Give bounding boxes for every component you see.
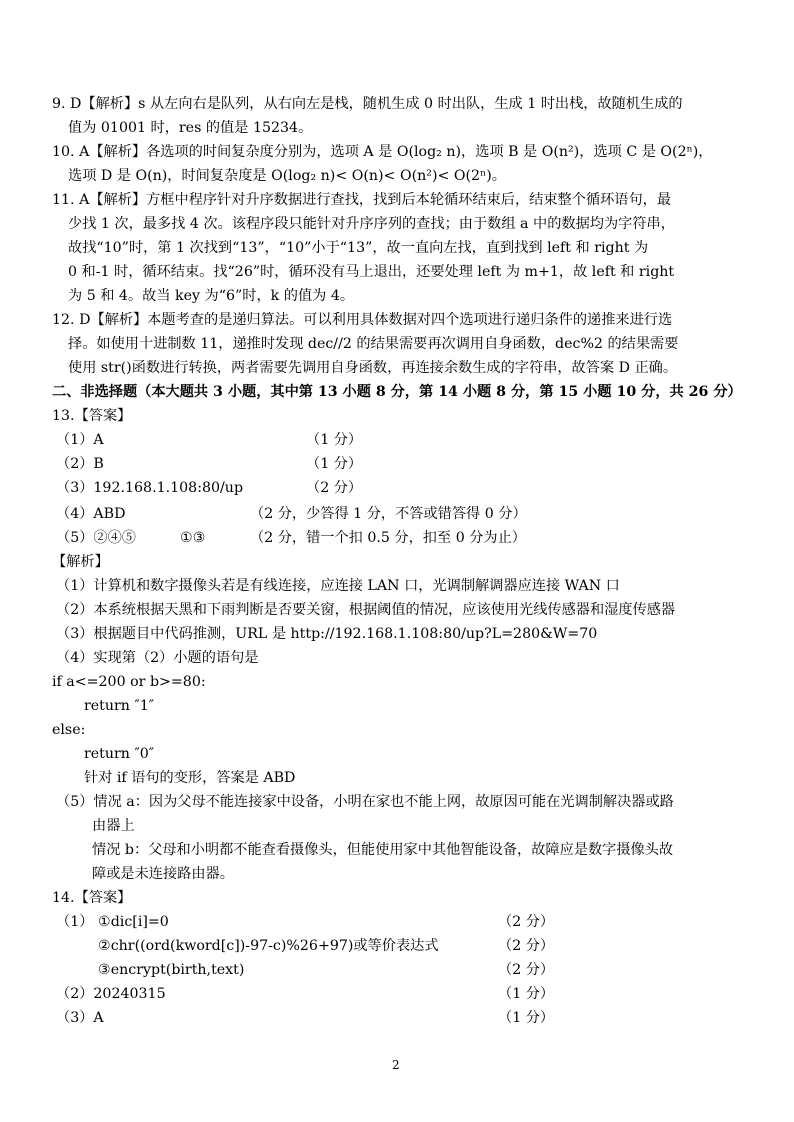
- text-line: （4）ABD: [56, 506, 126, 522]
- text-line: 少找 1 次，最多找 4 次。该程序段只能针对升序序列的查找；由于数组 a 中的数据均为字符串，: [68, 216, 675, 232]
- text-line: if a<=200 or b>=80:: [52, 674, 206, 690]
- text-line: ③encrypt(birth,text): [98, 962, 245, 978]
- text-line: （1 分）: [498, 986, 555, 1002]
- text-line: （1）计算机和数字摄像头若是有线连接，应连接 LAN 口，光调制解调器应连接 WAN 口: [56, 578, 620, 594]
- text-line: ①③: [180, 530, 206, 546]
- text-line: （1 分）: [306, 432, 363, 448]
- text-line: （2 分）: [498, 962, 555, 978]
- text-line: （1 分）: [306, 456, 363, 472]
- text-line: （2 分，少答得 1 分，不答或错答得 0 分）: [250, 506, 527, 522]
- text-line: （1）A: [56, 432, 104, 448]
- text-line: 12. D【解析】本题考查的是递归算法。可以利用具体数据对四个选项进行递归条件的递推来进行选: [52, 312, 673, 328]
- text-line: 二、非选择题（本大题共 3 小题，其中第 13 小题 8 分，第 14 小题 8 分，第 15 小题 10 分，共 26 分）: [52, 384, 742, 400]
- text-line: 选项 D 是 O(n)，时间复杂度是 O(log₂ n)< O(n)< O(n²)< O(2ⁿ)。: [68, 168, 506, 184]
- text-line: （2）B: [56, 456, 104, 472]
- text-line: （2 分）: [498, 938, 555, 954]
- page-number: 2: [392, 1058, 400, 1072]
- text-line: （4）实现第（2）小题的语句是: [56, 650, 259, 666]
- text-line: （3）根据题目中代码推测，URL 是 http://192.168.1.108:80/up?L=280&W=70: [56, 626, 598, 642]
- text-line: else:: [52, 722, 86, 738]
- text-line: （2 分，错一个扣 0.5 分，扣至 0 分为止）: [250, 530, 526, 546]
- text-line: 11. A【解析】方框中程序针对升序数据进行查找，找到后本轮循环结束后，结束整个循环语句，最: [52, 192, 672, 208]
- text-line: 【解析】: [52, 554, 109, 570]
- text-line: 10. A【解析】各选项的时间复杂度分别为，选项 A 是 O(log₂ n)，选项 B 是 O(n²)，选项 C 是 O(2ⁿ)，: [52, 144, 713, 160]
- text-line: （3）A: [56, 1010, 104, 1026]
- text-line: （5）②④⑤: [56, 530, 136, 546]
- text-line: （3）192.168.1.108:80/up: [56, 480, 244, 496]
- text-line: （2）20240315: [56, 986, 166, 1002]
- text-line: 13.【答案】: [52, 408, 132, 424]
- text-line: 使用 str()函数进行转换，两者需要先调用自身函数，再连接余数生成的字符串，故答案 D 正确。: [68, 360, 678, 376]
- text-line: 针对 if 语句的变形，答案是 ABD: [84, 770, 296, 786]
- text-line: 故找“10”时，第 1 次找到“13”，“10”小于“13”，故一直向左找，直到找到 left 和 right 为: [68, 240, 649, 256]
- text-line: 9. D【解析】s 从左向右是队列，从右向左是栈，随机生成 0 时出队，生成 1 时出栈，故随机生成的: [52, 96, 683, 112]
- text-line: （2 分）: [498, 914, 555, 930]
- text-line: （5）情况 a：因为父母不能连接家中设备，小明在家也不能上网，故原因可能在光调制解决器或路: [56, 794, 674, 810]
- text-line: 0 和-1 时，循环结束。找“26”时，循环没有马上退出，还要处理 left 为 m+1，故 left 和 right: [68, 264, 675, 280]
- text-line: （1 分）: [498, 1010, 555, 1026]
- text-line: （1）: [56, 914, 94, 930]
- text-line: （2）本系统根据天黑和下雨判断是否要关窗，根据阈值的情况，应该使用光线传感器和湿度传感器: [56, 602, 676, 618]
- text-line: 择。如使用十进制数 11，递推时发现 dec//2 的结果需要再次调用自身函数，dec%2 的结果需要: [68, 336, 679, 352]
- text-line: ①dic[i]=0: [98, 914, 169, 930]
- text-line: 值为 01001 时，res 的值是 15234。: [68, 120, 313, 136]
- text-line: 障或是未连接路由器。: [92, 866, 234, 882]
- text-line: 为 5 和 4。故当 key 为“6”时，k 的值为 4。: [68, 288, 355, 304]
- text-line: 情况 b：父母和小明都不能查看摄像头，但能使用家中其他智能设备，故障应是数字摄像头故: [92, 842, 674, 858]
- text-line: return ″1″: [84, 698, 155, 714]
- text-line: 由器上: [92, 818, 135, 834]
- text-line: return ″0″: [84, 746, 155, 762]
- text-line: （2 分）: [306, 480, 363, 496]
- text-line: 14.【答案】: [52, 890, 132, 906]
- text-line: ②chr((ord(kword[c])-97-c)%26+97)或等价表达式: [98, 938, 439, 954]
